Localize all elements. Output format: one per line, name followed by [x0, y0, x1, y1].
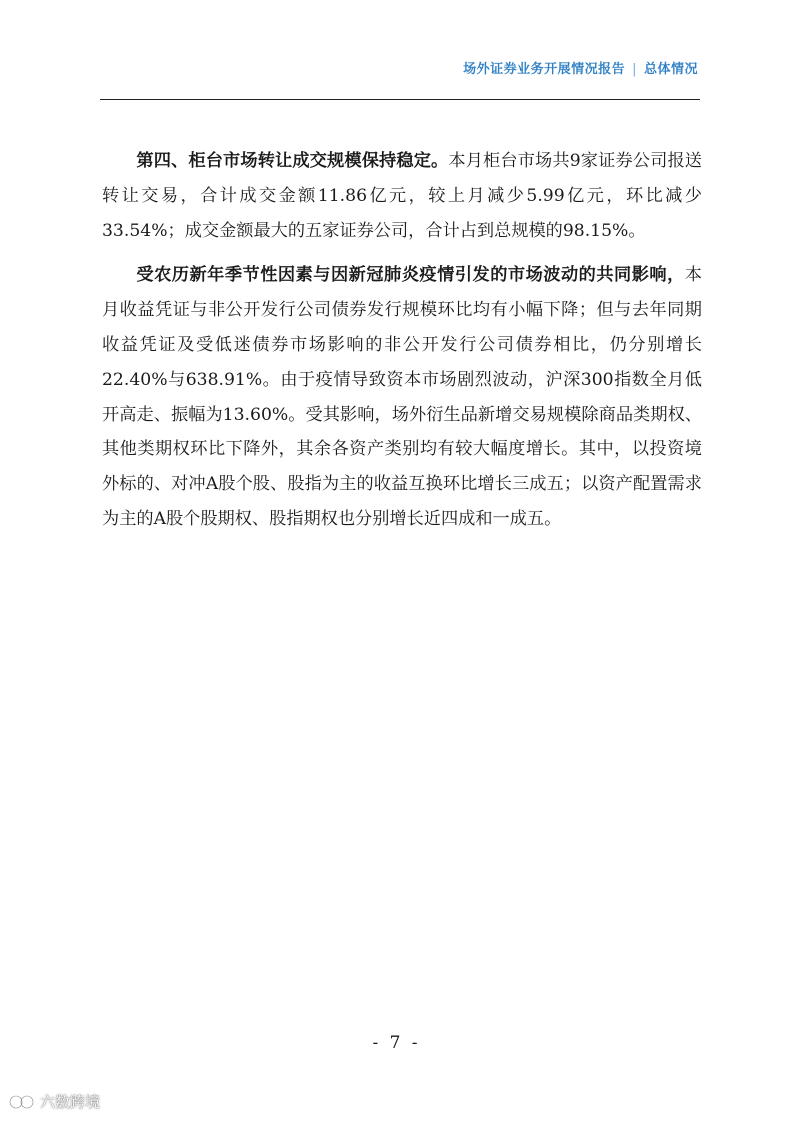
header-title: 场外证券业务开展情况报告	[463, 62, 626, 77]
header-rule	[100, 99, 700, 100]
paragraph-market-impact	[102, 258, 702, 536]
paragraph-counter-market	[102, 144, 702, 248]
header-separator: |	[632, 62, 637, 77]
paragraph-body: 本月柜台市场共9家证券公司报送转让交易，合计成交金额11.86亿元，较上月减少5.99亿元，环比减少33.54%；成交金额最大的五家证券公司，合计占到总规模的98.15%。	[102, 151, 702, 241]
page-number: - 7 -	[372, 1033, 421, 1053]
watermark-text: 六数跨境	[40, 1093, 101, 1111]
paragraph-body: 本月收益凭证与非公开发行公司债券发行规模环比均有小幅下降；但与去年同期收益凭证及受低迷债券市场影响的非公开发行公司债券相比，仍分别增长22.40%与638.91%。由于疫情导致资本市场剧烈波动，沪深300指数全月低开高走、振幅为13.60%。受其影响，场外衍生品新增交易规模除商品类期权、其他类期权环比下降外，其余各资产类别均有较大幅度增长。其中，以投资境外标的、对冲A股个股、股指为主的收益互换环比增长三成五；以资产配置需求为主的A股个股期权、股指期权也分别增长近四成和一成五。	[102, 265, 702, 529]
body-text	[102, 144, 702, 547]
watermark	[8, 1091, 100, 1112]
running-header	[463, 58, 698, 77]
paragraph-lead: 受农历新年季节性因素与因新冠肺炎疫情引发的市场波动的共同影响，	[136, 265, 685, 286]
watermark-logo-icon	[8, 1093, 36, 1111]
header-section: 总体情况	[643, 62, 698, 77]
paragraph-lead: 第四、柜台市场转让成交规模保持稳定。	[136, 151, 449, 171]
